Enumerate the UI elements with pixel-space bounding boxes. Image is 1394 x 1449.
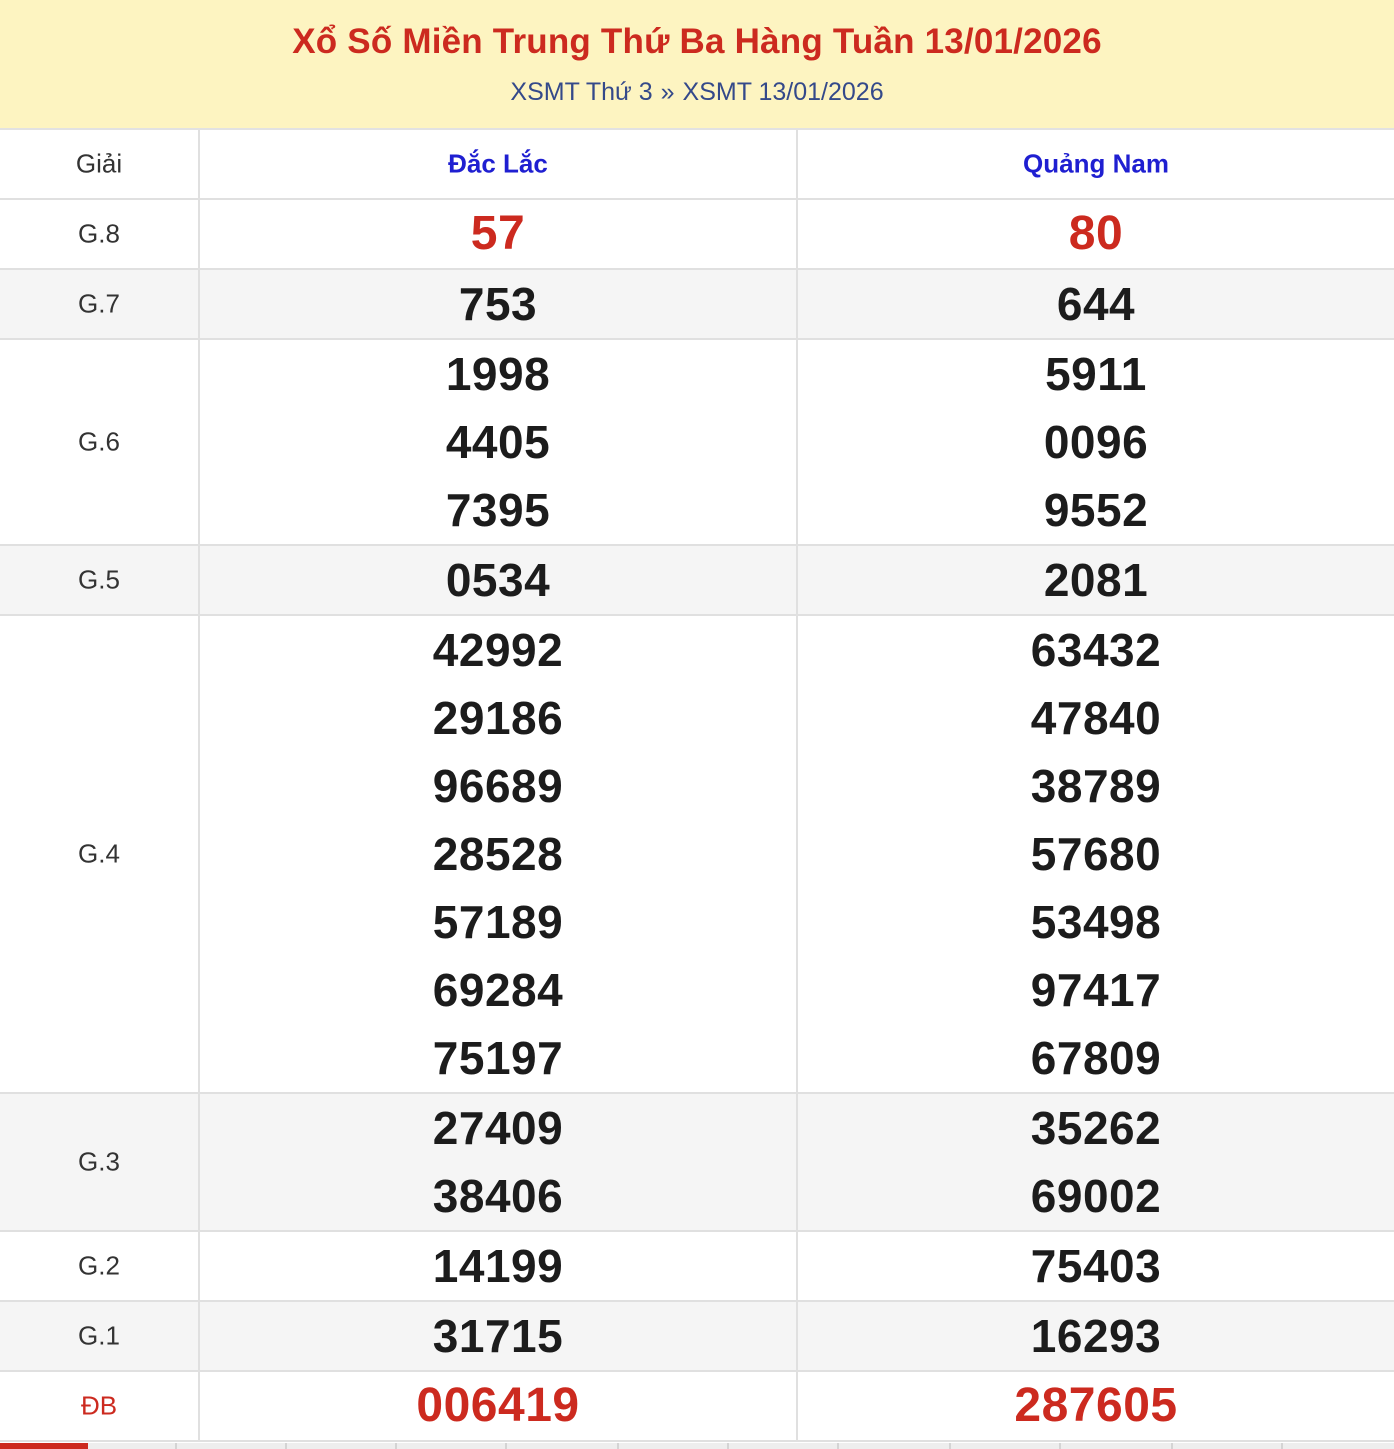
winning-number: 644 — [1056, 278, 1136, 330]
breadcrumb-weekday-link[interactable]: XSMT Thứ 3 — [510, 78, 653, 106]
winning-number: 53498 — [1030, 896, 1162, 948]
prize-label: G.4 — [78, 838, 120, 869]
winning-number: 97417 — [1030, 964, 1162, 1016]
tab-divider — [285, 1443, 287, 1449]
prize-cell — [0, 1372, 200, 1440]
numbers-cell — [798, 546, 1394, 614]
numbers-cell — [200, 1232, 798, 1300]
winning-number: 63432 — [1030, 624, 1162, 676]
winning-number: 28528 — [432, 828, 564, 880]
winning-number: 29186 — [432, 692, 564, 744]
winning-number: 42992 — [432, 624, 564, 676]
prize-cell — [0, 340, 200, 544]
result-row — [0, 270, 1394, 340]
breadcrumb-date-link[interactable]: XSMT 13/01/2026 — [682, 78, 884, 106]
winning-number: 69284 — [432, 964, 564, 1016]
winning-number: 9552 — [1043, 484, 1149, 536]
numbers-cell — [200, 340, 798, 544]
table-header-row — [0, 130, 1394, 200]
prize-cell — [0, 1094, 200, 1230]
breadcrumb — [0, 78, 1394, 107]
result-row — [0, 1232, 1394, 1302]
province-header-cell — [798, 130, 1394, 198]
winning-number: 7395 — [445, 484, 551, 536]
prize-header-cell — [0, 130, 200, 198]
prize-cell — [0, 546, 200, 614]
numbers-cell — [200, 1094, 798, 1230]
winning-number: 75197 — [432, 1032, 564, 1084]
province-header-cell — [200, 130, 798, 198]
winning-number: 47840 — [1030, 692, 1162, 744]
numbers-cell — [798, 340, 1394, 544]
winning-number: 0534 — [445, 554, 551, 606]
result-row — [0, 1094, 1394, 1232]
prize-label: G.7 — [78, 288, 120, 319]
result-row — [0, 340, 1394, 546]
winning-number: 0096 — [1043, 416, 1149, 468]
winning-number: 14199 — [432, 1240, 564, 1292]
winning-number: 57680 — [1030, 828, 1162, 880]
prize-cell — [0, 616, 200, 1092]
winning-number: 4405 — [445, 416, 551, 468]
results-header — [0, 0, 1394, 130]
tab-divider — [617, 1443, 619, 1449]
prize-header-label: Giải — [75, 148, 123, 179]
prize-label: G.2 — [78, 1250, 120, 1281]
winning-number: 31715 — [432, 1310, 564, 1362]
numbers-cell — [200, 1372, 798, 1440]
winning-number: 35262 — [1030, 1102, 1162, 1154]
prize-label: G.6 — [78, 426, 120, 457]
tab-divider — [837, 1443, 839, 1449]
tab-divider — [1281, 1443, 1283, 1449]
numbers-cell — [798, 1302, 1394, 1370]
prize-label: ĐB — [80, 1390, 118, 1421]
numbers-cell — [200, 200, 798, 268]
winning-number: 5911 — [1045, 348, 1147, 400]
prize-cell — [0, 1232, 200, 1300]
winning-number: 96689 — [432, 760, 564, 812]
numbers-cell — [798, 270, 1394, 338]
winning-number: 38406 — [432, 1170, 564, 1222]
tab-divider — [949, 1443, 951, 1449]
tab-divider — [505, 1443, 507, 1449]
result-row — [0, 200, 1394, 270]
winning-number: 75403 — [1030, 1240, 1162, 1292]
result-row — [0, 616, 1394, 1094]
numbers-cell — [200, 616, 798, 1092]
result-row — [0, 1302, 1394, 1372]
tab-divider — [175, 1443, 177, 1449]
numbers-cell — [798, 200, 1394, 268]
numbers-cell — [200, 1302, 798, 1370]
breadcrumb-separator: » — [660, 78, 675, 106]
prize-label: G.8 — [78, 218, 120, 249]
winning-number: 2081 — [1043, 554, 1149, 606]
prize-label: G.1 — [78, 1320, 120, 1351]
prize-label: G.3 — [78, 1146, 120, 1177]
tab-divider — [1171, 1443, 1173, 1449]
prize-cell — [0, 1302, 200, 1370]
winning-number: 38789 — [1030, 760, 1162, 812]
winning-number: 57189 — [432, 896, 564, 948]
province-name[interactable]: Quảng Nam — [1023, 148, 1169, 179]
numbers-cell — [798, 616, 1394, 1092]
winning-number: 753 — [458, 278, 538, 330]
winning-number: 67809 — [1030, 1032, 1162, 1084]
prize-cell — [0, 200, 200, 268]
winning-number: 57 — [470, 207, 526, 260]
numbers-cell — [798, 1372, 1394, 1440]
winning-number: 27409 — [432, 1102, 564, 1154]
prize-label: G.5 — [78, 564, 120, 595]
winning-number: 16293 — [1030, 1310, 1162, 1362]
numbers-cell — [200, 546, 798, 614]
active-tab-indicator — [0, 1443, 88, 1449]
winning-number: 287605 — [1014, 1379, 1178, 1432]
winning-number: 69002 — [1030, 1170, 1162, 1222]
numbers-cell — [798, 1232, 1394, 1300]
result-row — [0, 546, 1394, 616]
prize-cell — [0, 270, 200, 338]
winning-number: 006419 — [416, 1379, 580, 1432]
tab-divider — [395, 1443, 397, 1449]
tab-divider — [727, 1443, 729, 1449]
winning-number: 80 — [1068, 207, 1124, 260]
winning-number: 1998 — [445, 348, 551, 400]
tab-divider — [1059, 1443, 1061, 1449]
page-title: Xổ Số Miền Trung Thứ Ba Hàng Tuần 13/01/2026 — [292, 22, 1102, 61]
province-name[interactable]: Đắc Lắc — [448, 148, 548, 179]
result-row — [0, 1372, 1394, 1442]
bottom-tab-strip — [0, 1443, 1394, 1449]
numbers-cell — [200, 270, 798, 338]
numbers-cell — [798, 1094, 1394, 1230]
